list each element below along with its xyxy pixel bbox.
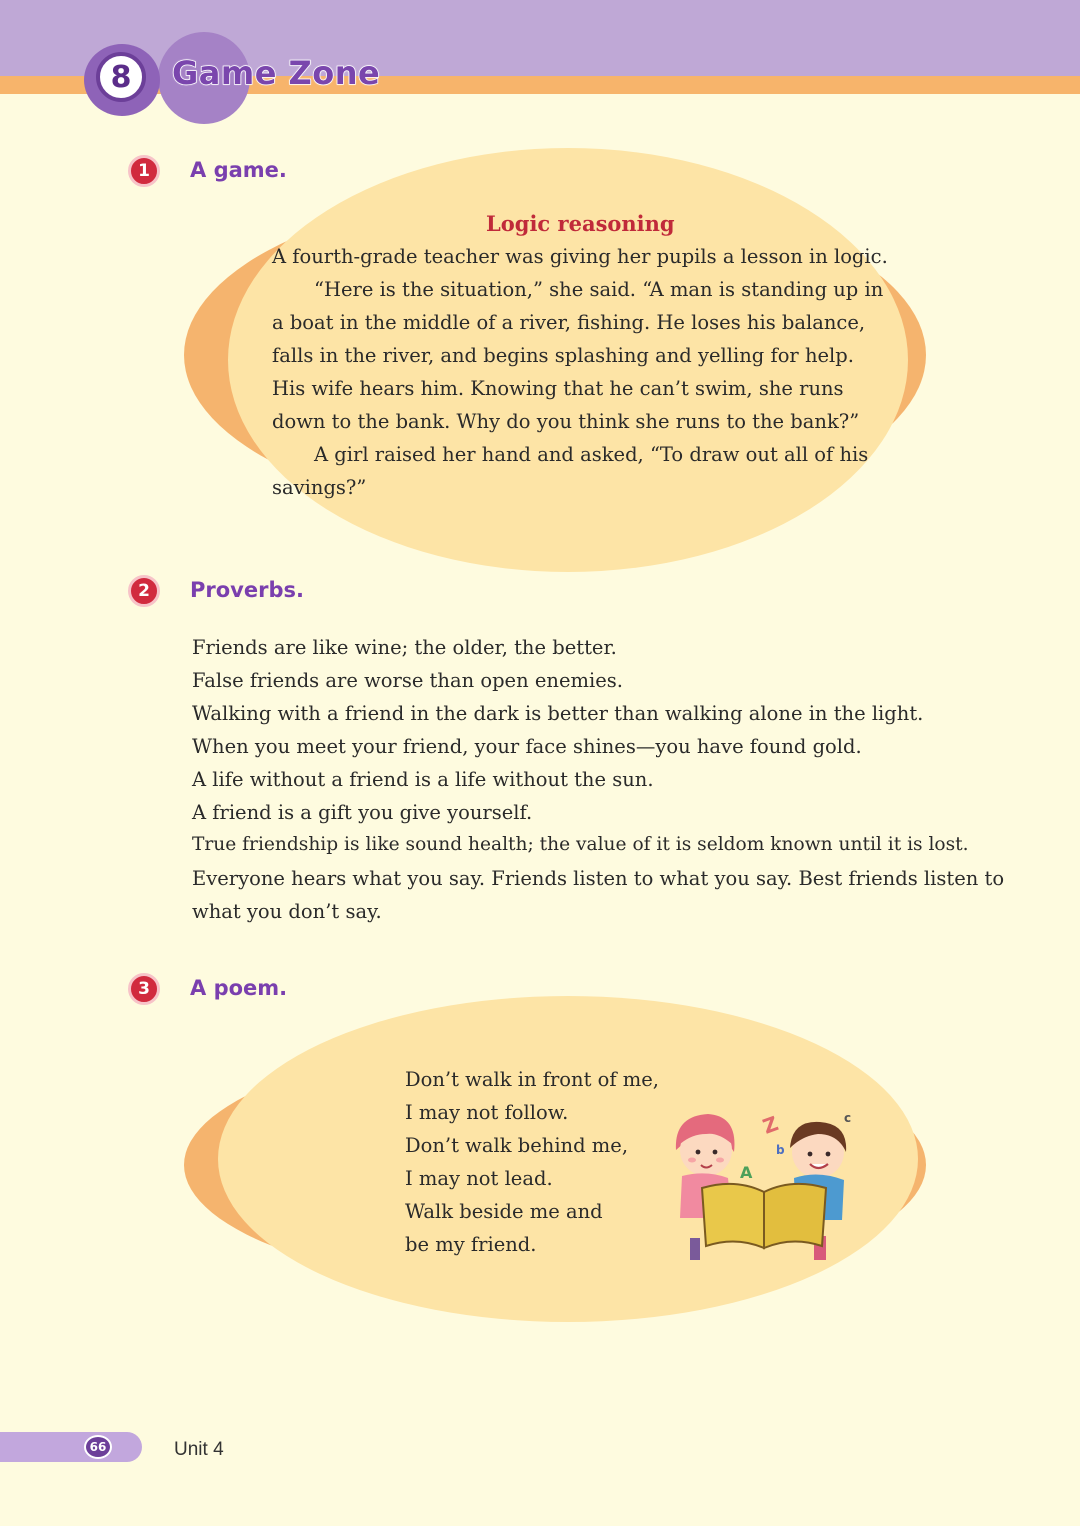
footer-band xyxy=(0,1432,142,1462)
task-label-1: A game. xyxy=(190,158,287,182)
story-line: savings?” xyxy=(272,476,367,499)
story-title: Logic reasoning xyxy=(486,211,675,236)
story-line: A girl raised her hand and asked, “To draw out all of his xyxy=(314,443,869,466)
svg-text:c: c xyxy=(844,1111,852,1125)
proverb-line: False friends are worse than open enemies. xyxy=(192,669,623,692)
proverb-line: When you meet your friend, your face shines—you have found gold. xyxy=(192,735,862,758)
task-number-2: 2 xyxy=(128,575,160,607)
proverb-line: True friendship is like sound health; the value of it is seldom known until it is lost. xyxy=(192,834,969,855)
story-line: down to the bank. Why do you think she runs to the bank?” xyxy=(272,410,860,433)
book-icon xyxy=(702,1184,826,1248)
task-label-3: A poem. xyxy=(190,976,288,1000)
story-line: “Here is the situation,” she said. “A man is standing up in xyxy=(314,278,884,301)
story-line: His wife hears him. Knowing that he can’t swim, she runs xyxy=(272,377,844,400)
poem-line: be my friend. xyxy=(405,1233,537,1256)
poem-line: Walk beside me and xyxy=(405,1200,603,1223)
kids-reading-illustration xyxy=(668,1108,858,1268)
proverb-line: Everyone hears what you say. Friends listen to what you say. Best friends listen to xyxy=(192,867,1005,890)
task-number-1: 1 xyxy=(128,155,160,187)
story-line: a boat in the middle of a river, fishing. He loses his balance, xyxy=(272,311,866,334)
poem-line: I may not lead. xyxy=(405,1167,553,1190)
svg-text:b: b xyxy=(776,1143,785,1157)
svg-text:A: A xyxy=(740,1163,753,1182)
proverb-line: what you don’t say. xyxy=(192,900,382,923)
proverb-line: Friends are like wine; the older, the better. xyxy=(192,636,617,659)
story-line: A fourth-grade teacher was giving her pupils a lesson in logic. xyxy=(272,245,888,268)
unit-label: Unit 4 xyxy=(174,1439,224,1460)
poem-line: Don’t walk behind me, xyxy=(405,1134,629,1157)
task-number-3: 3 xyxy=(128,973,160,1005)
poem-line: I may not follow. xyxy=(405,1101,569,1124)
section-title: Game Zone xyxy=(172,54,381,92)
page-number: 66 xyxy=(84,1435,112,1459)
story-line: falls in the river, and begins splashing and yelling for help. xyxy=(272,344,854,367)
unit-number-badge: 8 xyxy=(96,52,146,102)
proverb-line: A friend is a gift you give yourself. xyxy=(192,801,533,824)
proverb-line: Walking with a friend in the dark is better than walking alone in the light. xyxy=(192,702,924,725)
task-label-2: Proverbs. xyxy=(190,578,304,602)
proverb-line: A life without a friend is a life without the sun. xyxy=(192,768,654,791)
poem-line: Don’t walk in front of me, xyxy=(405,1068,659,1091)
svg-text:Z: Z xyxy=(759,1111,782,1139)
